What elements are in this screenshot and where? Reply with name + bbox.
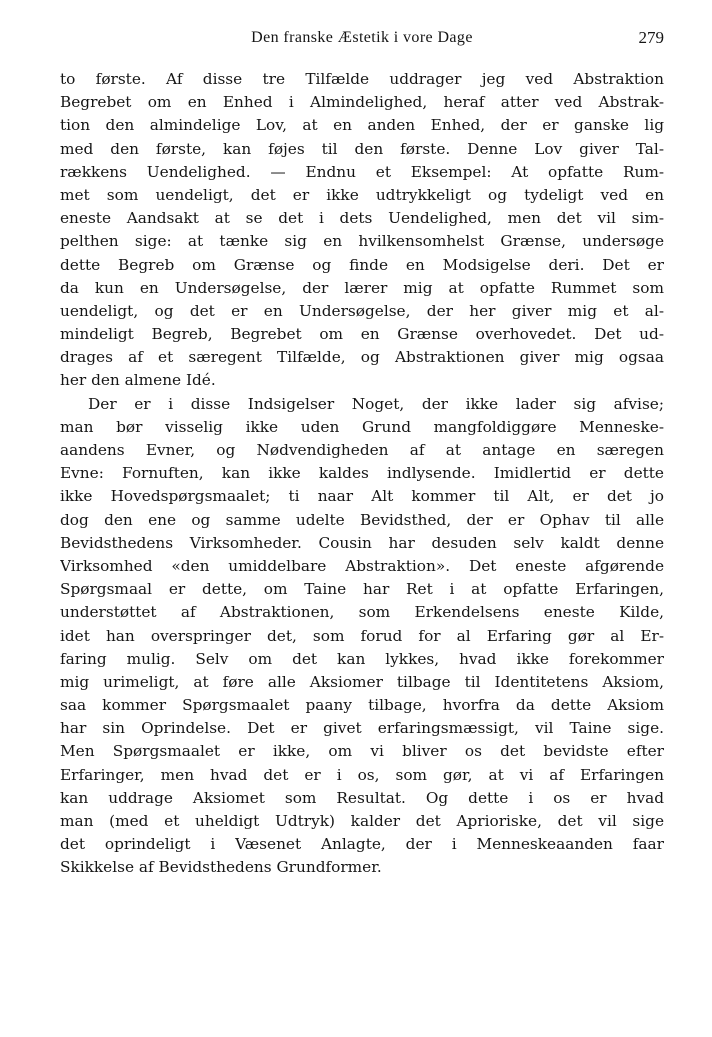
text-line: tion den almindelige Lov, at en anden Enhed, der er ganske lig [60, 116, 664, 135]
text-line: har sin Oprindelse. Det er givet erfaringsmæssigt, vil Taine sige. [60, 719, 664, 738]
text-line: met som uendeligt, det er ikke udtrykkeligt og tydeligt ved en [60, 185, 664, 204]
text-line: Erfaringer, men hvad det er i os, som gør, at vi af Erfaringen [60, 765, 664, 784]
text-line: rækkens Uendelighed. — Endnu et Eksempel: At opfatte Rum- [60, 162, 664, 181]
text-line: Virksomhed «den umiddelbare Abstraktion». Det eneste afgørende [60, 556, 664, 575]
text-line: mindeligt Begreb, Begrebet om en Grænse overhovedet. Det ud- [60, 325, 664, 344]
text-line: mig urimeligt, at føre alle Aksiomer tilbage til Identitetens Aksiom, [60, 672, 664, 691]
text-line: ikke Hovedspørgsmaalet; ti naar Alt kommer til Alt, er det jo [60, 487, 664, 506]
text-line: aandens Evner, og Nødvendigheden af at antage en særegen [60, 441, 664, 459]
text-line: saa kommer Spørgsmaalet paany tilbage, hvorfra da dette Aksiom [60, 696, 664, 715]
text-line: pelthen sige: at tænke sig en hvilkensomhelst Grænse, undersøge [60, 232, 664, 251]
text-line: idet han overspringer det, som forud for al Erfaring gør al Er- [60, 626, 664, 645]
text-line: Bevidsthedens Virksomheder. Cousin har desuden selv kaldt denne [60, 533, 664, 552]
text-line: Men Spørgsmaalet er ikke, om vi bliver os det bevidste efter [60, 742, 664, 761]
text-line: Spørgsmaal er dette, om Taine har Ret i at opfatte Erfaringen, [60, 580, 664, 599]
text-line: da kun en Undersøgelse, der lærer mig at opfatte Rummet som [60, 278, 664, 297]
text-line: faring mulig. Selv om det kan lykkes, hvad ikke forekommer [60, 649, 664, 668]
text-line: eneste Aandsakt at se det i dets Uendelighed, men det vil sim- [60, 209, 664, 228]
text-line: med den første, kan føjes til den første. Denne Lov giver Tal- [60, 139, 664, 158]
text-line: det oprindeligt i Væsenet Anlagte, der i Menneskeaanden faar [60, 835, 664, 854]
running-header [60, 29, 664, 51]
text-line: man bør visselig ikke uden Grund mangfoldiggøre Menneske- [60, 417, 664, 436]
running-title: Den franske Æstetik i vore Dage [251, 29, 473, 46]
text-line: kan uddrage Aksiomet som Resultat. Og dette i os er hvad [60, 788, 664, 807]
text-line: Begrebet om en Enhed i Almindelighed, heraf atter ved Abstrak- [60, 93, 664, 112]
paragraph-end-line: Skikkelse af Bevidsthedens Grundformer. [60, 858, 382, 877]
text-line: uendeligt, og det er en Undersøgelse, der her giver mig et al- [60, 301, 664, 320]
text-line: drages af et særegent Tilfælde, og Abstraktionen giver mig ogsaa [60, 348, 664, 367]
paragraph-end-line: her den almene Idé. [60, 371, 216, 390]
text-line: to første. Af disse tre Tilfælde uddrager jeg ved Abstraktion [60, 70, 664, 88]
body-text [60, 68, 664, 880]
text-line: dette Begreb om Grænse og finde en Modsigelse deri. Det er [60, 255, 664, 274]
text-line: Evne: Fornuften, kan ikke kaldes indlysende. Imidlertid er dette [60, 464, 664, 483]
paragraph-start-line: Der er i disse Indsigelser Noget, der ikke lader sig afvise; [88, 394, 664, 413]
text-line: dog den ene og samme udelte Bevidsthed, der er Ophav til alle [60, 510, 664, 529]
text-line: man (med et uheldigt Udtryk) kalder det Aprioriske, det vil sige [60, 812, 664, 830]
text-line: understøttet af Abstraktionen, som Erkendelsens eneste Kilde, [60, 603, 664, 622]
page-number: 279 [638, 28, 664, 47]
